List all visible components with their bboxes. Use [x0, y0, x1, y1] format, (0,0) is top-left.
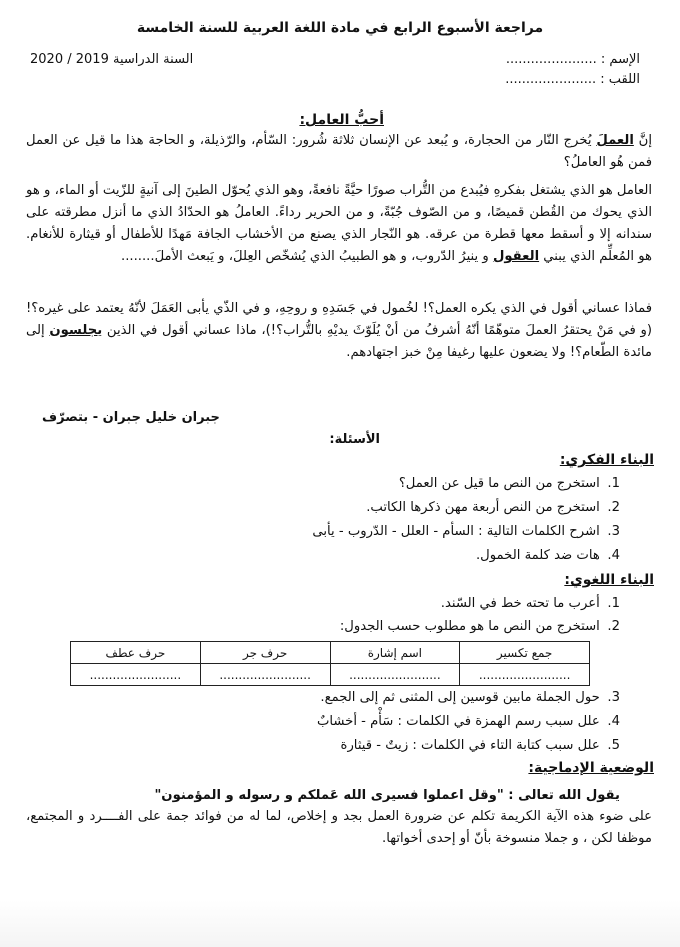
question-item — [399, 476, 620, 491]
underlined-word-sit: يجلسون — [49, 323, 103, 338]
question-item — [366, 500, 620, 515]
paragraph-1-rest: يُخرج النّار من الحجارة، و يُبعد عن الإنسان ثلاثة شُرور: السّأم، والرّذيلة، و الحاجة هذا ما قيل عن العمل فمن هُو العاملُ؟ — [26, 133, 652, 170]
page-bottom-margin — [0, 900, 680, 947]
table-header-cell: جمع تكسير — [460, 642, 590, 664]
table-answer-cell[interactable]: ........................ — [330, 664, 460, 686]
table-answer-row — [71, 664, 590, 686]
underlined-word-work: العملَ — [596, 133, 634, 148]
question-item — [317, 714, 620, 729]
question-text: استخرج من النص ما قيل عن العمل؟ — [398, 476, 600, 491]
table-header-cell: اسم إشارة — [330, 642, 460, 664]
quran-verse: يقول الله تعالى : "وقل اعملوا فسيرى الله عَملكم و رسوله و المؤمنون" — [154, 788, 620, 803]
question-text: حول الجملة مابين قوسين إلى المثنى ثم إلى الجمع. — [320, 690, 600, 705]
question-item — [320, 690, 620, 705]
question-item — [441, 596, 620, 611]
section-integration: الوضعية الإدماجية: — [528, 760, 654, 776]
question-text: أعرب ما تحته خط في السّند. — [440, 596, 600, 611]
question-item — [312, 524, 620, 539]
question-item — [341, 738, 620, 753]
table-answer-cell[interactable]: ........................ — [200, 664, 330, 686]
paragraph-2-end: و ينيرُ الدّروب، و هو الطبيبُ الذي يُشخّص العِللَ، و يَبعث الأملَ........ — [121, 249, 489, 264]
section-intellectual: البناء الفكري: — [559, 452, 654, 468]
question-text: علل سبب كتابة التاء في الكلمات : زيتٌ - قيثارة — [340, 738, 600, 753]
question-text: علل سبب رسم الهمزة في الكلمات : سَأْم - أخشابٌ — [316, 714, 600, 729]
question-number: 1. — [607, 596, 620, 611]
question-number: 2. — [607, 619, 620, 634]
question-number: 3. — [607, 524, 620, 539]
question-text: اشرح الكلمات التالية : السأم - العلل - الدّروب - يأبى — [312, 524, 600, 539]
author-credit: جبران خليل جبران - بتصرّف — [42, 410, 220, 425]
table-answer-cell[interactable]: ........................ — [460, 664, 590, 686]
underlined-word-minds: العقول — [492, 249, 540, 264]
extraction-table — [70, 641, 590, 686]
paragraph-2 — [26, 180, 652, 268]
question-item — [476, 548, 620, 563]
question-text: استخرج من النص أربعة مهن ذكرها الكاتب. — [366, 500, 600, 515]
section-linguistic: البناء اللغوي: — [564, 572, 654, 588]
text-heading: أحبُّ العامل: — [299, 112, 384, 128]
question-text: استخرج من النص ما هو مطلوب حسب الجدول: — [339, 619, 600, 634]
paragraph-3-rest: إلى مائدة الطّعام؟! ولا يضعون عليها رغيفا مِنْ خبز اجتهادهم. — [26, 323, 652, 360]
question-number: 3. — [607, 690, 620, 705]
surname-field: اللقب : ...................... — [505, 72, 640, 87]
worksheet-title: مراجعة الأسبوع الرابع في مادة اللغة العربية للسنة الخامسة — [136, 20, 544, 36]
table-header-cell: حرف عطف — [71, 642, 201, 664]
table-header-row — [71, 642, 590, 664]
question-number: 2. — [607, 500, 620, 515]
paragraph-3 — [26, 298, 652, 364]
table-answer-cell[interactable]: ........................ — [71, 664, 201, 686]
question-number: 1. — [607, 476, 620, 491]
table-header-cell: حرف جر — [200, 642, 330, 664]
name-field: الإسم : ...................... — [505, 52, 640, 67]
paragraph-3-start: فماذا عساني أقول في الذي يكره العمل؟! لخُمول في جَسَدِهِ و روحِهِ، و في الذّي يأبى العَمَلَ لأنّهُ يعتمد على غيره؟!(و في مَنْ يحتقرُ العملَ متوهّمًا أنّهُ أشرفُ من أنْ يُلَوّثَ يديْهِ بالتُّراب؟!)، ماذا عساني أقول في الذين — [26, 301, 652, 338]
paragraph-1 — [26, 130, 652, 174]
school-year: السنة الدراسية 2019 / 2020 — [30, 52, 194, 67]
question-number: 4. — [607, 714, 620, 729]
writing-task: على ضوء هذه الآية الكريمة تكلم عن ضرورة العمل بجد و إخلاص، لما له من فوائد جمة على الفــــرد و المجتمع، موظفا لكن ، و جملا منسوخة بأنّ أو إحدى أخواتها. — [26, 809, 652, 846]
question-item — [340, 619, 620, 634]
questions-heading: الأسئلة: — [329, 432, 380, 447]
question-number: 4. — [607, 548, 620, 563]
paragraph-1-start: إنَّ — [638, 133, 652, 148]
question-text: هات ضد كلمة الخمول. — [475, 548, 600, 563]
question-number: 5. — [607, 738, 620, 753]
paragraph-2-body: العامل هو الذي يشتغل بفكرهِ فيُبدع من التُّراب صورًا حيَّةً نافعةً، وهو الذي يُحوّل الطينَ إلى آنيةٍ للزّيت أو الماء، و هو الذي يحوك من القُطن قميصًا، و من الصّوف جُبّةً، و من الحرير رداءً. العاملُ هو الحدّادُ الذي ما أنزل مطرقته على سندانه إلا و أسقط معها قطرة من عرقه. هو النّجار الذي يصنع من الأخشاب الجافة مَهدًا للأطفال أو قيثارة للأنغام. هو المُعلِّم الذي يبني — [26, 183, 652, 264]
